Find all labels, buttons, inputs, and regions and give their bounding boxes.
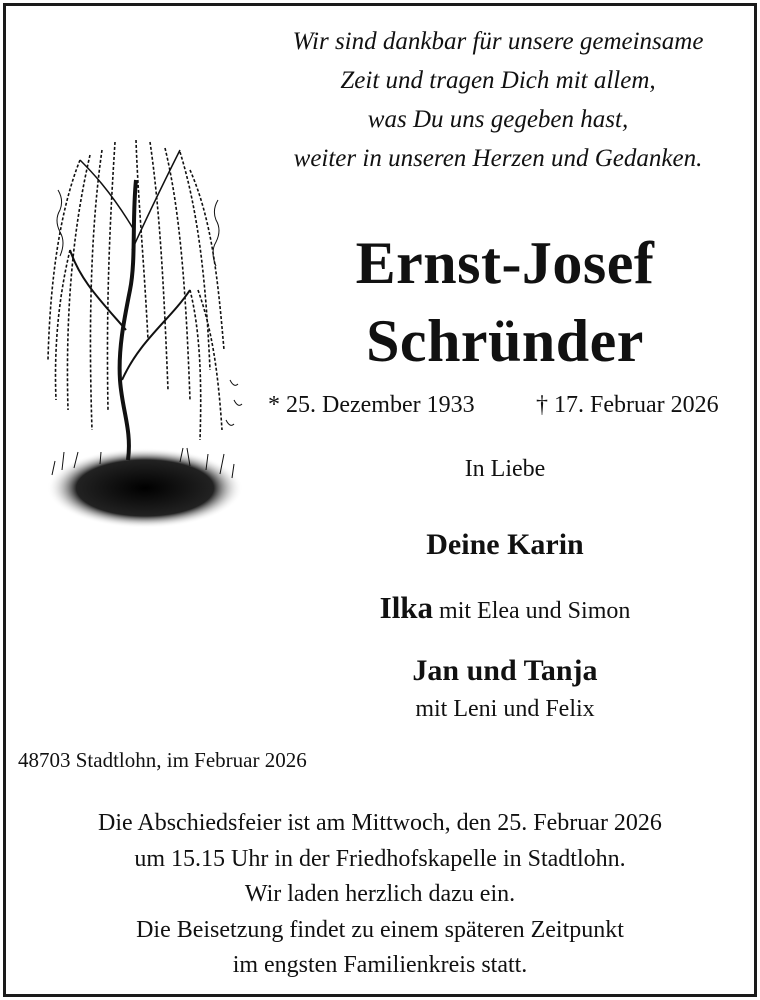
ceremony-line: Wir laden herzlich dazu ein. [244,881,516,907]
child1-name: Ilka [379,590,434,625]
place-date: 48703 Stadtlohn, im Februar 2026 [18,748,307,772]
ceremony-line: im engsten Familienkreis statt. [232,952,528,978]
poem-line: weiter in unseren Herzen und Gedanken. [293,145,703,172]
ceremony-line: Die Abschiedsfeier ist am Mittwoch, den 25. Februar 2026 [98,810,662,836]
ceremony-line: Die Beisetzung findet zu einem späteren Zeitpunkt [136,916,624,943]
child1 [250,590,760,626]
spouse-name: Deine Karin [426,528,584,561]
birth-date: * 25. Dezember 1933 [268,392,475,418]
death-date: † 17. Februar 2026 [536,392,719,418]
poem-line: Wir sind dankbar für unsere gemeinsame [292,28,704,55]
mourners-intro: In Liebe [464,456,546,482]
child2-name: Jan und Tanja [412,654,598,687]
poem-line: was Du uns gegeben hast, [367,106,629,133]
deceased-last-name: Schründer [366,308,644,374]
poem-line: Zeit und tragen Dich mit allem, [340,67,656,94]
child2-family: mit Leni und Felix [415,696,595,722]
ceremony-notice [0,806,760,984]
deceased-first-name: Ernst-Josef [355,230,655,296]
ceremony-line: um 15.15 Uhr in der Friedhofskapelle in Stadtlohn. [134,845,626,872]
weeping-willow-icon [40,130,250,550]
child1-family: mit Elea und Simon [439,598,631,624]
